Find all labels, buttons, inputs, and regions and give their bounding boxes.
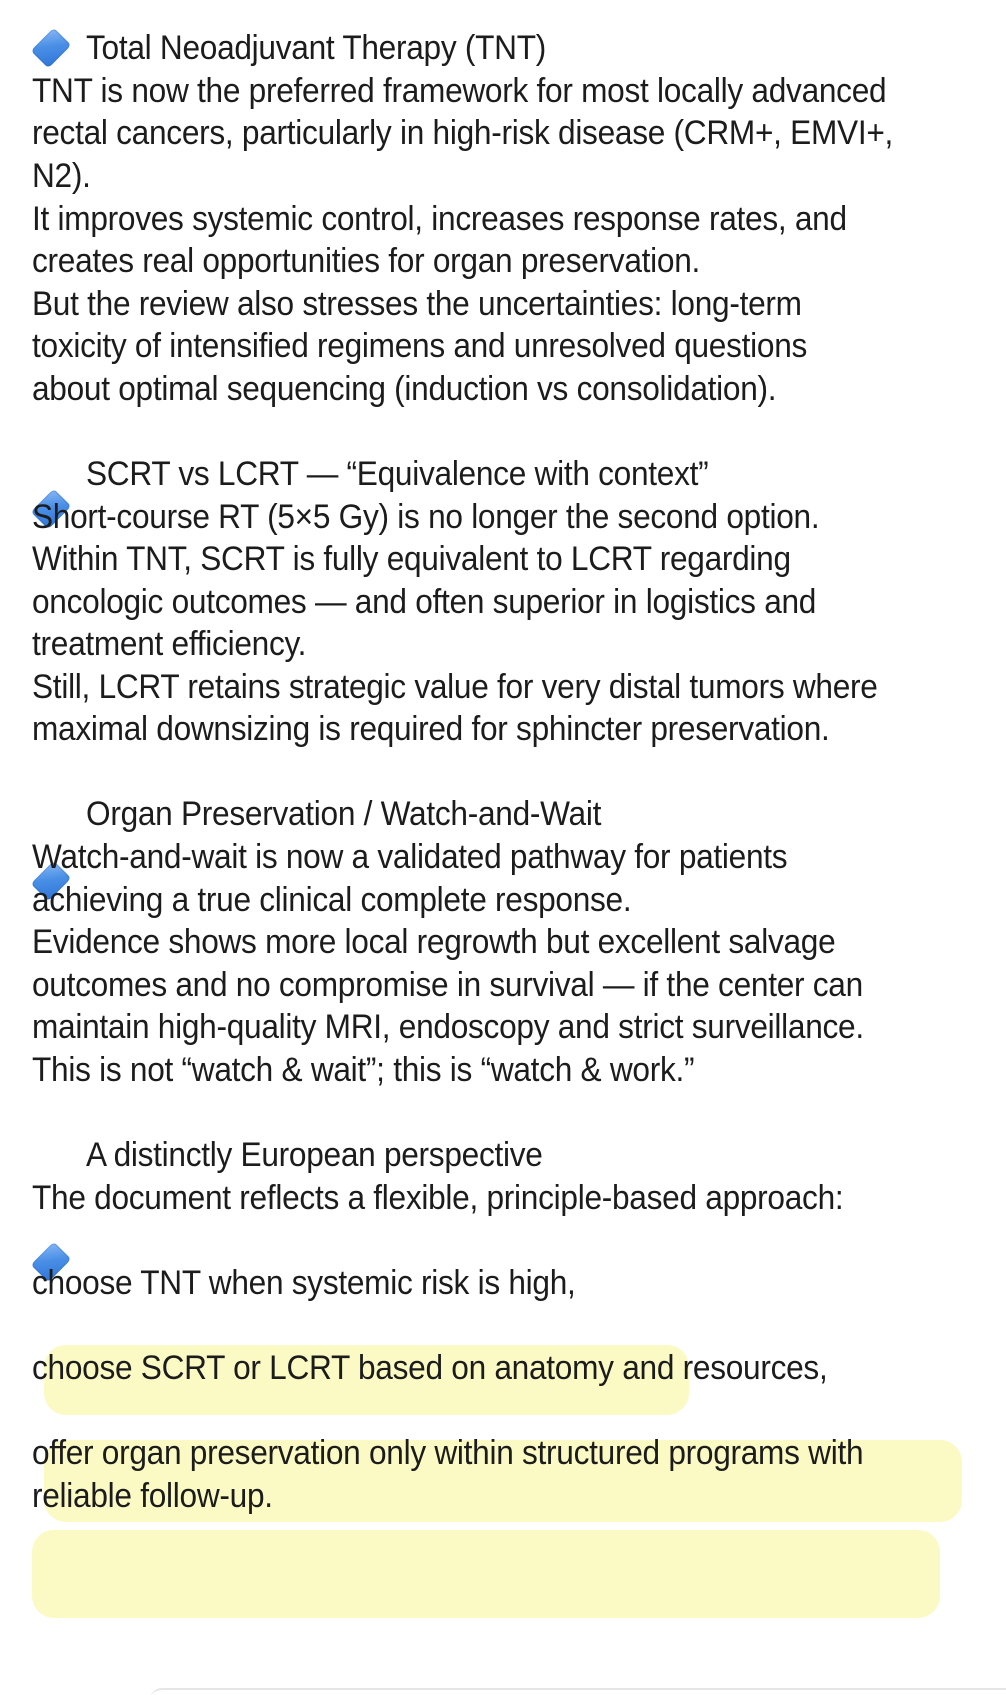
paragraph-line: oncologic outcomes — and often superior in logistics and bbox=[32, 583, 817, 621]
paragraph-line: rectal cancers, particularly in high-risk disease (CRM+, EMVI+, bbox=[32, 114, 894, 152]
highlighted-point-continuation: reliable follow-up. bbox=[32, 1477, 273, 1515]
paragraph-line: Still, LCRT retains strategic value for very distal tumors where bbox=[32, 668, 878, 706]
paragraph-line: toxicity of intensified regimens and unresolved questions bbox=[32, 327, 808, 365]
bottom-sheet-edge bbox=[150, 1688, 1006, 1695]
section-heading-tnt: Total Neoadjuvant Therapy (TNT) bbox=[86, 29, 547, 67]
paragraph-line: maintain high-quality MRI, endoscopy and strict surveillance. bbox=[32, 1008, 864, 1046]
paragraph-line: Within TNT, SCRT is fully equivalent to LCRT regarding bbox=[32, 540, 791, 578]
paragraph-line: But the review also stresses the uncertainties: long-term bbox=[32, 285, 802, 323]
paragraph-line: N2). bbox=[32, 157, 91, 195]
paragraph-line: creates real opportunities for organ preservation. bbox=[32, 242, 701, 280]
paragraph-line: Evidence shows more local regrowth but excellent salvage bbox=[32, 923, 836, 961]
paragraph-line: achieving a true clinical complete response. bbox=[32, 881, 632, 919]
paragraph-line: Watch-and-wait is now a validated pathway for patients bbox=[32, 838, 788, 876]
section-heading-european-perspective: A distinctly European perspective bbox=[86, 1136, 543, 1174]
section-heading-organ-preservation: Organ Preservation / Watch-and-Wait bbox=[86, 795, 602, 833]
paragraph-line: maximal downsizing is required for sphincter preservation. bbox=[32, 710, 830, 748]
paragraph-line: It improves systemic control, increases response rates, and bbox=[32, 200, 847, 238]
section-heading-scrt-vs-lcrt: SCRT vs LCRT — “Equivalence with context” bbox=[86, 455, 709, 493]
highlighted-point: choose TNT when systemic risk is high, bbox=[32, 1264, 576, 1302]
paragraph-line: treatment efficiency. bbox=[32, 625, 307, 663]
highlighted-point: choose SCRT or LCRT based on anatomy and resources, bbox=[32, 1349, 828, 1387]
paragraph-line: The document reflects a flexible, principle-based approach: bbox=[32, 1179, 844, 1217]
blue-diamond-icon bbox=[31, 28, 71, 68]
paragraph-line: outcomes and no compromise in survival — if the center can bbox=[32, 966, 863, 1004]
paragraph-line: Short-course RT (5×5 Gy) is no longer the second option. bbox=[32, 498, 820, 536]
paragraph-line: This is not “watch & wait”; this is “watch & work.” bbox=[32, 1051, 695, 1089]
highlighted-point: offer organ preservation only within structured programs with bbox=[32, 1434, 864, 1472]
paragraph-line: TNT is now the preferred framework for most locally advanced bbox=[32, 72, 887, 110]
paragraph-line: about optimal sequencing (induction vs consolidation). bbox=[32, 370, 777, 408]
highlight-mark bbox=[32, 1530, 940, 1618]
